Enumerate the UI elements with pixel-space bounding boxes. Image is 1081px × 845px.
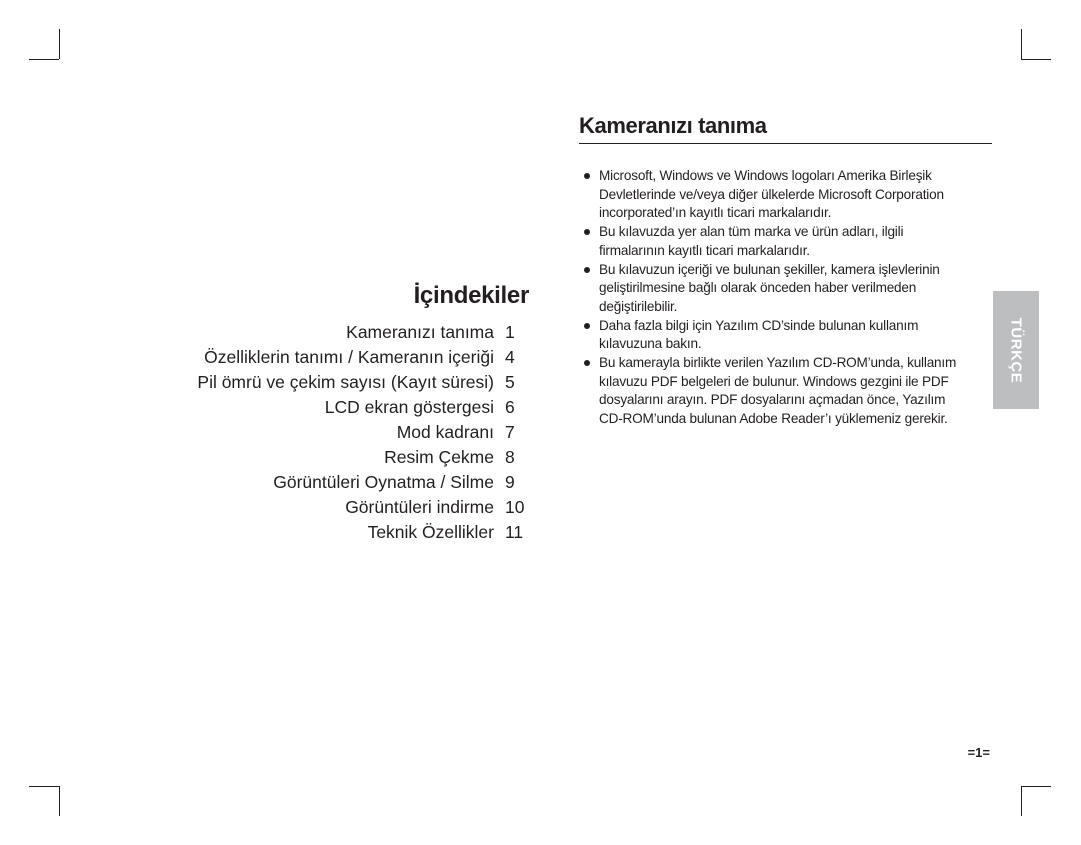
toc-entry[interactable] xyxy=(0,420,540,445)
toc-entry-label: Görüntüleri indirme xyxy=(345,497,494,517)
crop-mark-top-left-vertical xyxy=(59,29,60,59)
bullet-text-line: kılavuzuna bakın. xyxy=(599,336,702,352)
crop-mark-bottom-left-horizontal xyxy=(29,786,59,787)
toc-entry[interactable] xyxy=(0,470,540,495)
bullet-item xyxy=(582,261,982,317)
toc-entry-page: 8 xyxy=(505,447,515,467)
bullet-text-line: Bu kılavuzda yer alan tüm marka ve ürün adları, ilgili xyxy=(599,224,904,240)
toc-entry-label: Özelliklerin tanımı / Kameranın içeriği xyxy=(204,347,494,367)
toc-entry-page: 9 xyxy=(505,472,515,492)
page-number: =1= xyxy=(967,745,990,760)
bullet-text-line: Devletlerinde ve/veya diğer ülkelerde Microsoft Corporation xyxy=(599,186,944,202)
toc-entry-page: 4 xyxy=(505,347,515,367)
bullet-dot-icon xyxy=(584,267,590,273)
crop-mark-bottom-right-horizontal xyxy=(1021,786,1051,787)
section-bullet-list xyxy=(582,167,982,429)
bullet-text-line: değiştirilebilir. xyxy=(599,298,678,314)
toc-entry-label: Pil ömrü ve çekim sayısı (Kayıt süresi) xyxy=(197,372,494,392)
toc-entry-label: Resim Çekme xyxy=(384,447,494,467)
toc-entry[interactable] xyxy=(0,320,540,345)
toc-entry[interactable] xyxy=(0,395,540,420)
toc-entry-label: Teknik Özellikler xyxy=(367,522,494,542)
bullet-text-line: Daha fazla bilgi için Yazılım CD’sinde bulunan kullanım xyxy=(599,317,919,333)
crop-mark-bottom-left-vertical xyxy=(59,786,60,816)
toc-entry-label: Görüntüleri Oynatma / Silme xyxy=(273,472,494,492)
crop-mark-top-left-horizontal xyxy=(29,59,59,60)
bullet-dot-icon xyxy=(584,323,590,329)
toc-entry[interactable] xyxy=(0,495,540,520)
bullet-text-line: geliştirilmesine bağlı olarak önceden haber verilmeden xyxy=(599,280,917,296)
toc-entry-page: 11 xyxy=(505,522,524,542)
toc-list xyxy=(0,320,540,545)
bullet-item xyxy=(582,167,982,223)
crop-mark-top-right-horizontal xyxy=(1021,59,1051,60)
toc-entry-label: Kameranızı tanıma xyxy=(346,322,494,342)
toc-entry[interactable] xyxy=(0,445,540,470)
toc-entry[interactable] xyxy=(0,345,540,370)
language-tab xyxy=(993,291,1039,409)
bullet-dot-icon xyxy=(584,229,590,235)
crop-mark-top-right-vertical xyxy=(1021,29,1022,59)
toc-entry[interactable] xyxy=(0,370,540,395)
language-tab-label: TÜRKÇE xyxy=(1007,317,1025,383)
toc-entry-page: 1 xyxy=(505,322,515,342)
toc-title: İçindekiler xyxy=(413,282,529,309)
bullet-text-line: dosyalarını arayın. PDF dosyalarını açmadan önce, Yazılım xyxy=(599,392,946,408)
toc-entry-page: 6 xyxy=(505,397,515,417)
toc-entry-label: Mod kadranı xyxy=(396,422,494,442)
bullet-text-line: Bu kamerayla birlikte verilen Yazılım CD-ROM’unda, kullanım xyxy=(599,355,957,371)
bullet-dot-icon xyxy=(584,173,590,179)
bullet-text-line: firmalarının kayıtlı ticari markalarıdır. xyxy=(599,242,810,258)
bullet-item xyxy=(582,354,982,429)
bullet-text-line: CD-ROM’unda bulunan Adobe Reader’ı yüklemeniz gerekir. xyxy=(599,411,948,427)
toc-entry-label: LCD ekran göstergesi xyxy=(324,397,494,417)
bullet-text-line: Microsoft, Windows ve Windows logoları Amerika Birleşik xyxy=(599,168,932,183)
crop-mark-bottom-right-vertical xyxy=(1021,786,1022,816)
toc-entry-page: 7 xyxy=(505,422,515,442)
section-title: Kameranızı tanıma xyxy=(579,113,992,144)
bullet-item xyxy=(582,223,982,260)
bullet-text-line: incorporated’ın kayıtlı ticari markalarıdır. xyxy=(599,205,832,221)
bullet-text-line: Bu kılavuzun içeriği ve bulunan şekiller, kamera işlevlerinin xyxy=(599,261,940,277)
bullet-text-line: kılavuzu PDF belgeleri de bulunur. Windows gezgini ile PDF xyxy=(599,373,949,389)
bullet-dot-icon xyxy=(584,360,590,366)
toc-entry-page: 5 xyxy=(505,372,515,392)
toc-entry[interactable] xyxy=(0,520,540,545)
toc-entry-page: 10 xyxy=(505,497,525,517)
bullet-item xyxy=(582,317,982,354)
